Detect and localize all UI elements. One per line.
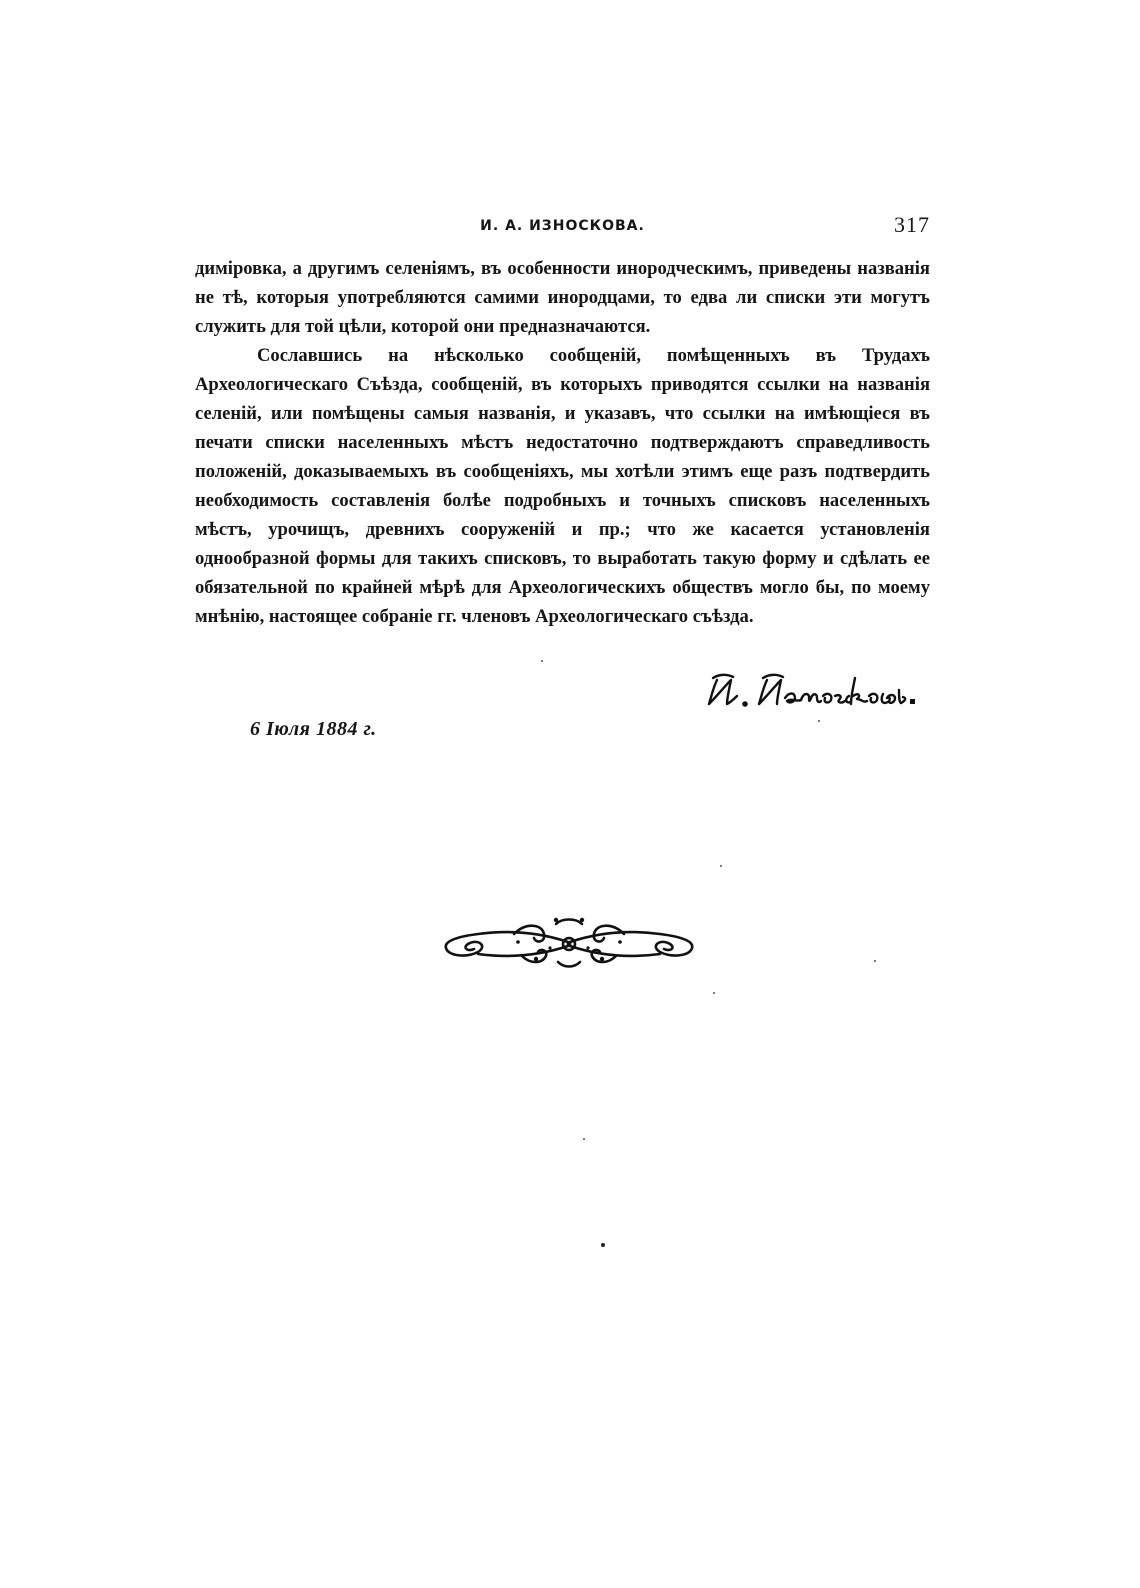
body-text [195,254,930,631]
scan-speck [601,1243,605,1247]
scan-speck [583,1138,585,1140]
scan-speck [713,992,715,994]
paragraph-continuation: димiровка, а другимъ селенiямъ, въ особенности инородческимъ, приведены названiя не тѣ, которыя употребляются самими инородцами, то едва ли списки эти могутъ служить для той цѣли, которой они предназначаются. [195,258,930,337]
paragraph-main: Сославшись на нѣсколько сообщенiй, помѣщенныхъ въ Трудахъ Археологическаго Съѣзда, сообщенiй, въ которыхъ приводятся ссылки на названiя селенiй, или помѣщены самыя названiя, и указавъ, что ссылки на имѣющiеся въ печати списки населенныхъ мѣстъ недостаточно подтверждаютъ справедливость положенiй, доказываемыхъ въ сообщенiяхъ, мы хотѣли этимъ еще разъ подтвердить необходимость составленiя болѣе подробныхъ и точныхъ списковъ населенныхъ мѣстъ, урочищъ, древнихъ сооруженiй и пр.; что же касается установленiя однообразной формы для такихъ списковъ, то выработать такую форму и сдѣлать ее обязательной по крайней мѣрѣ для Археологическихъ обществъ могло бы, по моему мнѣнiю, настоящее собранiе гг. членовъ Археологическаго съѣзда. [195,345,930,627]
date-line: 6 Iюля 1884 г. [250,718,377,740]
scan-speck [541,660,543,662]
scan-speck [818,720,820,722]
scan-speck [720,865,722,867]
handwritten-signature [705,668,930,718]
running-head: И. А. ИЗНОСКОВА. [480,218,645,234]
page-header [195,210,930,240]
scan-speck [874,960,876,962]
scroll-ornament-icon [438,912,700,974]
signature-icon [705,668,930,718]
page-number: 317 [894,212,930,237]
